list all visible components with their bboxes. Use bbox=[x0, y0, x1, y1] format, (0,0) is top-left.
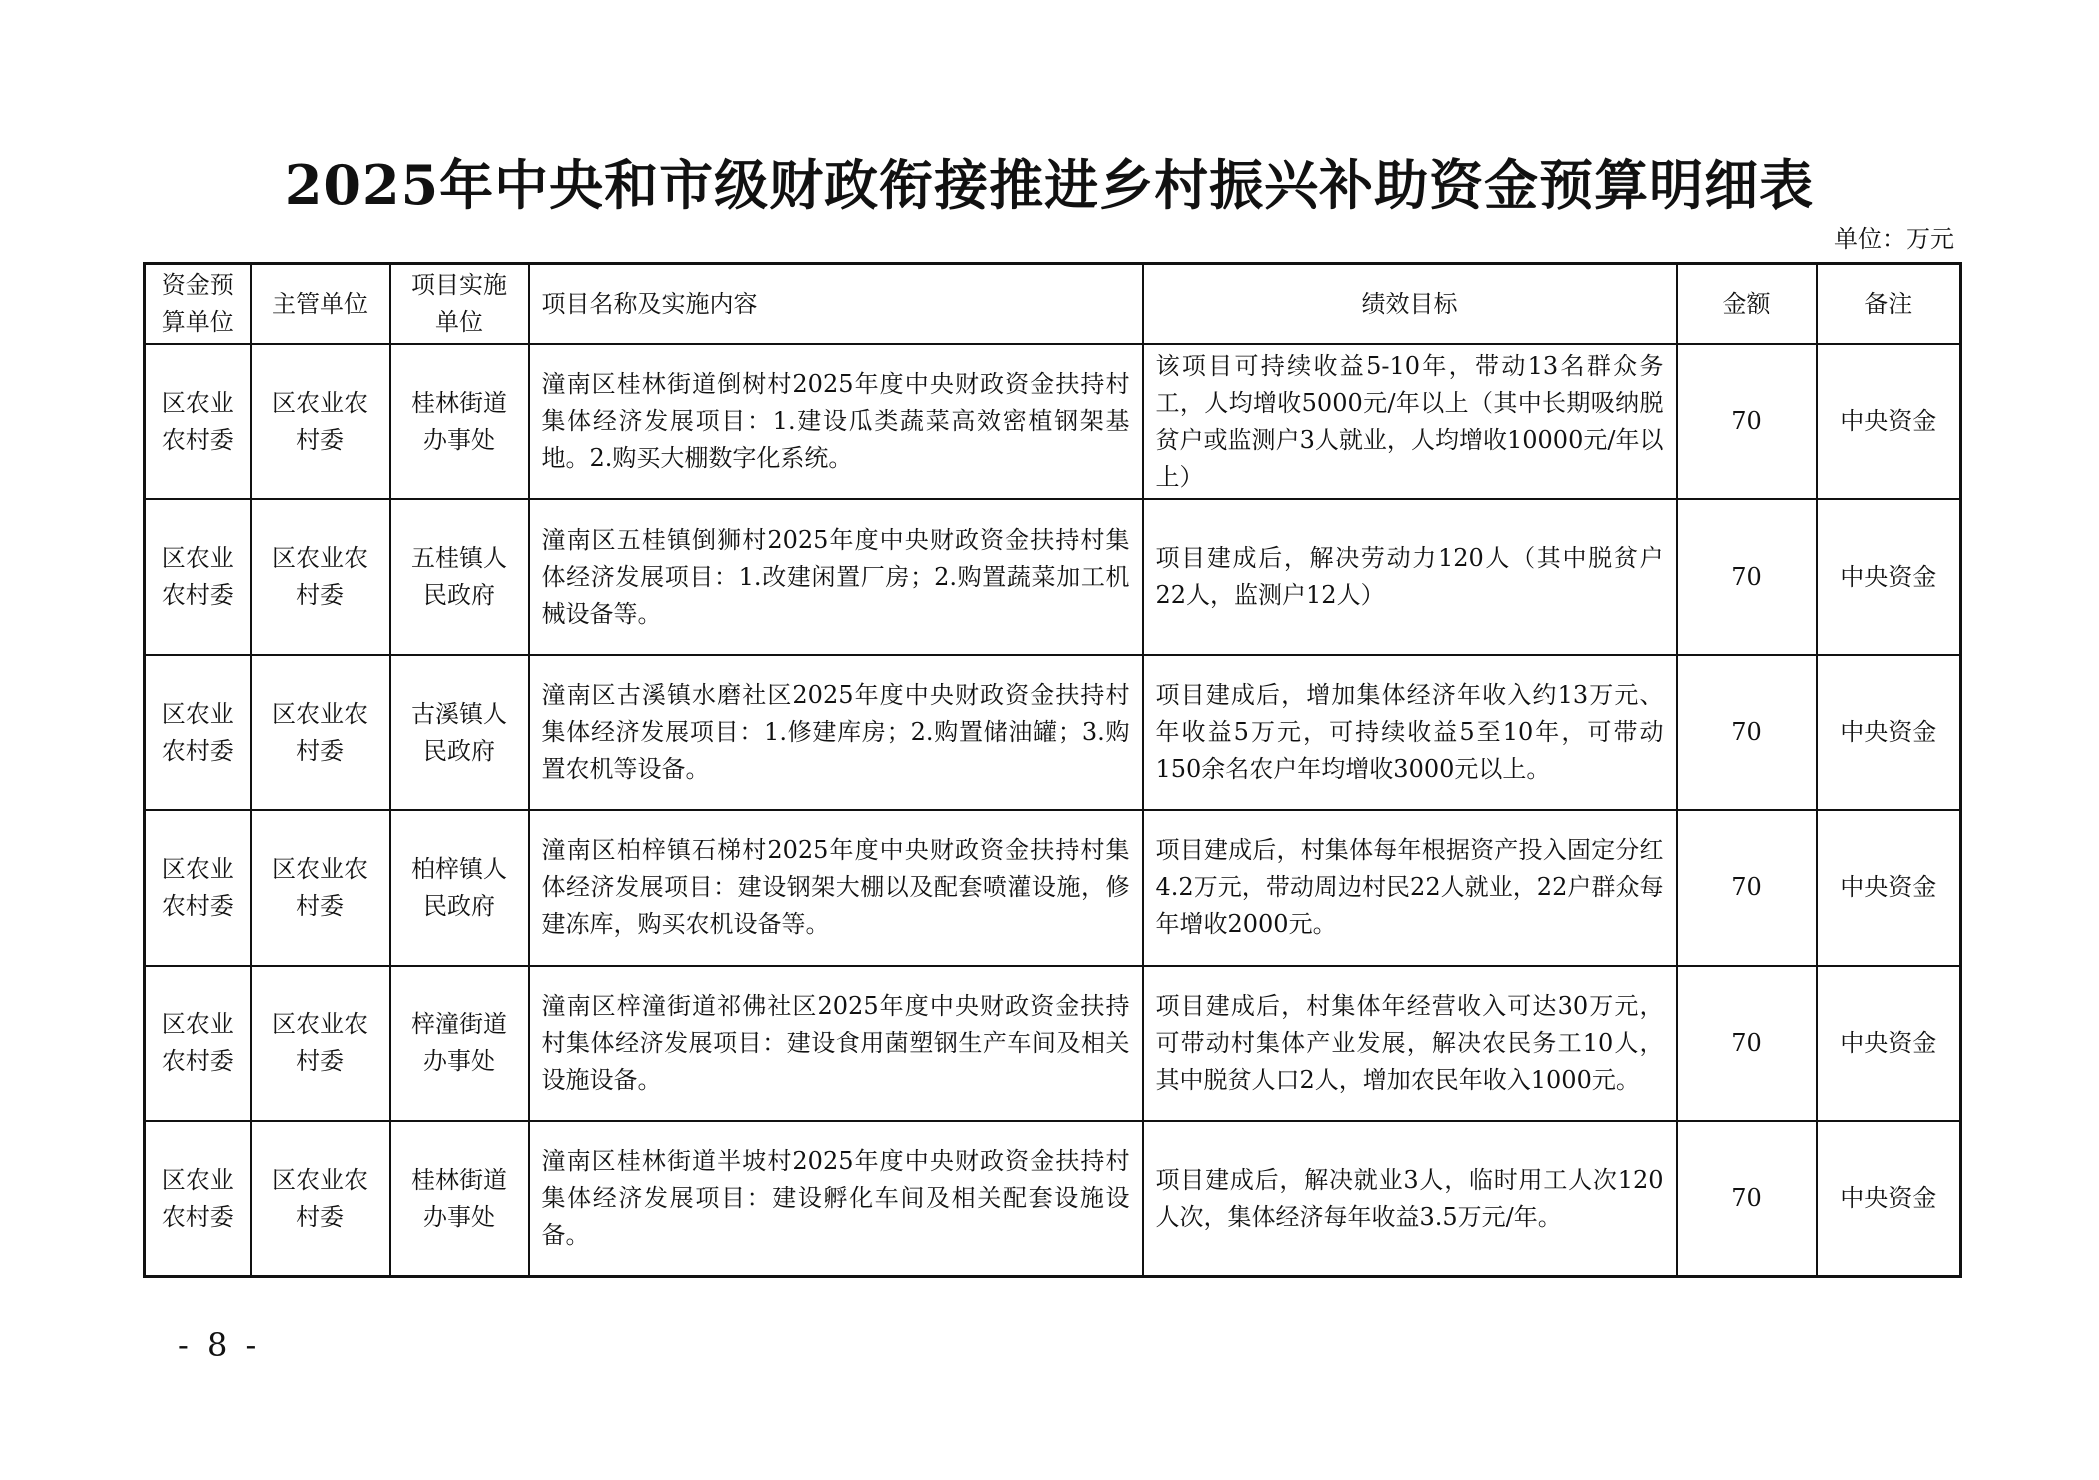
cell-budget-unit: 区农业农村委 bbox=[145, 344, 251, 499]
cell-budget-unit: 区农业农村委 bbox=[145, 1121, 251, 1276]
cell-amount: 70 bbox=[1677, 966, 1817, 1121]
table-row bbox=[145, 1121, 1961, 1276]
cell-amount: 70 bbox=[1677, 655, 1817, 810]
cell-goal: 项目建成后，村集体年经营收入可达30万元，可带动村集体产业发展，解决农民务工10人，其中脱贫人口2人，增加农民年收入1000元。 bbox=[1143, 966, 1677, 1121]
cell-supervisor: 区农业农村委 bbox=[251, 966, 390, 1121]
table-row bbox=[145, 966, 1961, 1121]
header-remark: 备注 bbox=[1817, 264, 1961, 345]
header-supervisor: 主管单位 bbox=[251, 264, 390, 345]
cell-goal: 项目建成后，村集体每年根据资产投入固定分红4.2万元，带动周边村民22人就业，22户群众每年增收2000元。 bbox=[1143, 810, 1677, 965]
table-row bbox=[145, 655, 1961, 810]
table-row bbox=[145, 499, 1961, 654]
cell-supervisor: 区农业农村委 bbox=[251, 499, 390, 654]
cell-impl-unit: 桂林街道办事处 bbox=[390, 1121, 529, 1276]
cell-impl-unit: 桂林街道办事处 bbox=[390, 344, 529, 499]
cell-project: 潼南区柏梓镇石梯村2025年度中央财政资金扶持村集体经济发展项目：建设钢架大棚以及配套喷灌设施，修建冻库，购买农机设备等。 bbox=[529, 810, 1143, 965]
header-impl-unit: 项目实施单位 bbox=[390, 264, 529, 345]
budget-table bbox=[143, 262, 1962, 1278]
cell-goal: 项目建成后，增加集体经济年收入约13万元、年收益5万元，可持续收益5至10年，可带动150余名农户年均增收3000元以上。 bbox=[1143, 655, 1677, 810]
cell-remark: 中央资金 bbox=[1817, 1121, 1961, 1276]
table-row bbox=[145, 810, 1961, 965]
table-row bbox=[145, 344, 1961, 499]
cell-amount: 70 bbox=[1677, 810, 1817, 965]
cell-impl-unit: 五桂镇人民政府 bbox=[390, 499, 529, 654]
header-project: 项目名称及实施内容 bbox=[529, 264, 1143, 345]
cell-impl-unit: 古溪镇人民政府 bbox=[390, 655, 529, 810]
cell-project: 潼南区梓潼街道祁佛社区2025年度中央财政资金扶持村集体经济发展项目：建设食用菌塑钢生产车间及相关设施设备。 bbox=[529, 966, 1143, 1121]
cell-remark: 中央资金 bbox=[1817, 966, 1961, 1121]
cell-budget-unit: 区农业农村委 bbox=[145, 499, 251, 654]
cell-budget-unit: 区农业农村委 bbox=[145, 810, 251, 965]
cell-remark: 中央资金 bbox=[1817, 655, 1961, 810]
cell-goal: 项目建成后，解决劳动力120人（其中脱贫户22人，监测户12人） bbox=[1143, 499, 1677, 654]
cell-goal: 项目建成后，解决就业3人，临时用工人次120人次，集体经济每年收益3.5万元/年。 bbox=[1143, 1121, 1677, 1276]
cell-supervisor: 区农业农村委 bbox=[251, 344, 390, 499]
cell-budget-unit: 区农业农村委 bbox=[145, 655, 251, 810]
document-title: 2025年中央和市级财政衔接推进乡村振兴补助资金预算明细表 bbox=[284, 153, 1815, 217]
cell-remark: 中央资金 bbox=[1817, 810, 1961, 965]
cell-budget-unit: 区农业农村委 bbox=[145, 966, 251, 1121]
cell-project: 潼南区五桂镇倒狮村2025年度中央财政资金扶持村集体经济发展项目：1.改建闲置厂房；2.购置蔬菜加工机械设备等。 bbox=[529, 499, 1143, 654]
cell-goal: 该项目可持续收益5-10年，带动13名群众务工，人均增收5000元/年以上（其中长期吸纳脱贫户或监测户3人就业，人均增收10000元/年以上） bbox=[1143, 344, 1677, 499]
cell-remark: 中央资金 bbox=[1817, 344, 1961, 499]
cell-project: 潼南区桂林街道倒树村2025年度中央财政资金扶持村集体经济发展项目：1.建设瓜类蔬菜高效密植钢架基地。2.购买大棚数字化系统。 bbox=[529, 344, 1143, 499]
cell-amount: 70 bbox=[1677, 1121, 1817, 1276]
cell-supervisor: 区农业农村委 bbox=[251, 1121, 390, 1276]
cell-impl-unit: 梓潼街道办事处 bbox=[390, 966, 529, 1121]
header-goal: 绩效目标 bbox=[1143, 264, 1677, 345]
cell-project: 潼南区古溪镇水磨社区2025年度中央财政资金扶持村集体经济发展项目：1.修建库房；2.购置储油罐；3.购置农机等设备。 bbox=[529, 655, 1143, 810]
header-amount: 金额 bbox=[1677, 264, 1817, 345]
table-header-row bbox=[145, 264, 1961, 345]
cell-supervisor: 区农业农村委 bbox=[251, 810, 390, 965]
header-budget-unit: 资金预算单位 bbox=[145, 264, 251, 345]
cell-amount: 70 bbox=[1677, 499, 1817, 654]
cell-amount: 70 bbox=[1677, 344, 1817, 499]
cell-remark: 中央资金 bbox=[1817, 499, 1961, 654]
cell-impl-unit: 柏梓镇人民政府 bbox=[390, 810, 529, 965]
cell-supervisor: 区农业农村委 bbox=[251, 655, 390, 810]
page-number: - 8 - bbox=[178, 1326, 261, 1364]
cell-project: 潼南区桂林街道半坡村2025年度中央财政资金扶持村集体经济发展项目：建设孵化车间及相关配套设施设备。 bbox=[529, 1121, 1143, 1276]
unit-label: 单位：万元 bbox=[1834, 225, 1954, 253]
